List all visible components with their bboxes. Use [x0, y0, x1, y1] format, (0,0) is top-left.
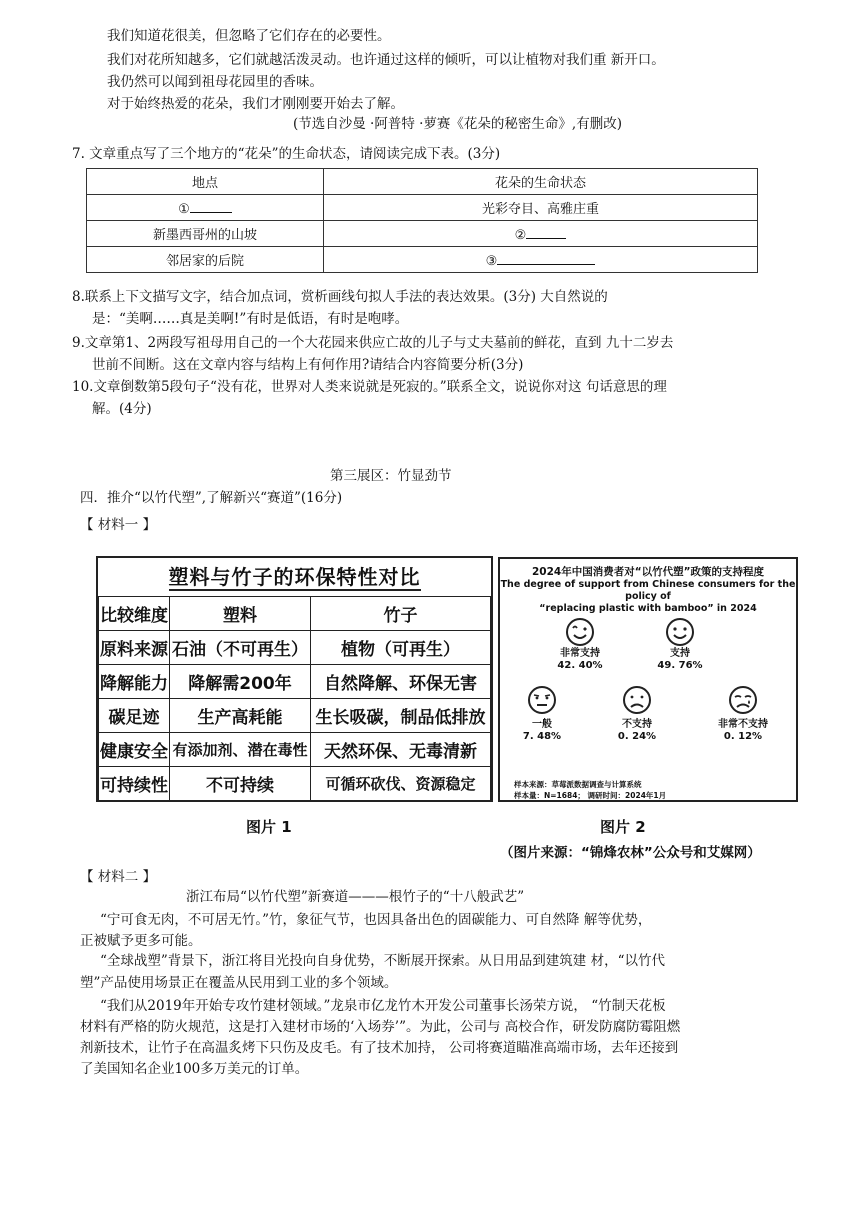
answer-blank-3[interactable]: [497, 250, 595, 265]
figure-1-caption: 图片 1: [246, 818, 292, 836]
table-cell: 生产高耗能: [170, 699, 311, 733]
table-row: [87, 169, 758, 195]
figure-2-title-cn: 2024年中国消费者对“以竹代塑”政策的支持程度: [531, 566, 765, 578]
support-label: 非常支持: [560, 648, 600, 659]
header-cell: 比较维度: [99, 597, 170, 631]
neutral-face-icon: [527, 685, 557, 715]
question-9-line-1: 9.文章第1、2两段写祖母用自己的一个大花园来供应亡故的儿子与丈夫墓前的鲜花，直到 九十二岁去: [72, 335, 674, 351]
table-cell: 石油（不可再生）: [170, 631, 311, 665]
support-value: 49. 76%: [657, 660, 703, 671]
figure-2-caption: 图片 2: [600, 818, 646, 836]
passage-line-1: 我们知道花很美，但忽略了它们存在的必要性。: [107, 28, 391, 44]
table-row: [99, 699, 491, 733]
support-value: 7. 48%: [522, 731, 562, 742]
answer-blank-2[interactable]: [526, 224, 566, 239]
table-cell-state: [324, 247, 758, 273]
blank-marker: ②: [514, 228, 527, 243]
blank-marker: ①: [178, 202, 190, 217]
table-row: [99, 665, 491, 699]
question-4-heading: 四．推介“以竹代塑”,了解新兴“赛道”(16分): [80, 490, 343, 506]
figure-1-comparison-table: [96, 556, 493, 802]
support-value: 0. 12%: [723, 731, 763, 742]
header-cell: 竹子: [311, 597, 491, 631]
question-8-line-1: 8.联系上下文描写文字，结合加点词，赏析画线句拟人手法的表达效果。(3分) 大自然说的: [72, 289, 608, 305]
table-row: [87, 195, 758, 221]
figure-2-sample-source: 样本来源：草莓派数据调查与计算系统: [514, 780, 642, 789]
question-8-line-2: 是：“美啊……真是美啊!”有时是低语，有时是咆哮。: [92, 311, 409, 327]
table-cell-place: 邻居家的后院: [87, 247, 324, 273]
table-row: [99, 631, 491, 665]
table-cell: 可持续性: [99, 767, 170, 801]
question-10-line-2: 解。(4分): [92, 401, 152, 417]
table-row: [99, 597, 491, 631]
table-cell: 自然降解、环保无害: [311, 665, 491, 699]
table-header-place: 地点: [87, 169, 324, 195]
passage-line-2: 我们对花所知越多，它们就越活泼灵动。也许通过这样的倾听，可以让植物对我们重 新开口。: [107, 52, 665, 68]
material-1-label: 【 材料一 】: [80, 517, 157, 533]
passage-line-4: 对于始终热爱的花朵，我们才刚刚要开始去了解。: [107, 96, 404, 112]
figure-1-title: 塑料与竹子的环保特性对比: [168, 565, 421, 589]
material-2-p2-line-1: “全球战塑”背景下，浙江将目光投向自身优势，不断展开探索。从日用品到建筑建 材，“以竹代: [100, 953, 665, 969]
header-cell: 塑料: [170, 597, 311, 631]
table-cell: 健康安全: [99, 733, 170, 767]
blank-marker: ③: [485, 254, 498, 269]
table-cell: 碳足迹: [99, 699, 170, 733]
support-value: 0. 24%: [617, 731, 657, 742]
table-cell: 降解需200年: [170, 665, 311, 699]
question-7: 7. 文章重点写了三个地方的“花朵”的生命状态，请阅读完成下表。(3分): [72, 146, 501, 162]
table-cell-place: 新墨西哥州的山坡: [87, 221, 324, 247]
material-2-title: 浙江布局“以竹代塑”新赛道———根竹子的“十八般武艺”: [186, 889, 525, 905]
figure-credit: （图片来源：“锦烽农林”公众号和艾媒网）: [500, 845, 761, 861]
table-cell: 生长吸碳，制品低排放: [311, 699, 491, 733]
table-row: [99, 767, 491, 801]
support-value: 42. 40%: [557, 660, 603, 671]
answer-blank-1[interactable]: [190, 198, 232, 213]
table-cell: 有添加剂、潜在毒性: [170, 733, 311, 767]
table-cell: 植物（可再生）: [311, 631, 491, 665]
figure-2-sample-size: 样本量：N=1684； 调研时间：2024年1月: [514, 791, 667, 800]
support-label: 不支持: [622, 719, 652, 730]
material-2-p1-line-1: “宁可食无肉，不可居无竹。”竹，象征气节，也因具备出色的固碳能力、可自然降 解等优势，: [100, 912, 652, 928]
table-row: [87, 221, 758, 247]
sad-face-icon: [622, 685, 652, 715]
table-header-state: 花朵的生命状态: [324, 169, 758, 195]
crying-face-icon: [728, 685, 758, 715]
figure-2-title-en-line-2: “replacing plastic with bamboo” in 2024: [539, 603, 757, 614]
table-cell: 不可持续: [170, 767, 311, 801]
material-2-p3-line-3: 剂新技术，让竹子在高温炙烤下只伤及皮毛。有了技术加持， 公司将赛道瞄准高端市场，去年还接到: [80, 1040, 679, 1056]
material-2-p3-line-2: 材料有严格的防火规范，这是打入建材市场的‘入场券’”。为此，公司与 高校合作，研发防腐防霉阻燃: [80, 1019, 681, 1035]
figure-2-title-en-line-1: The degree of support from Chinese consumers for the policy of: [500, 579, 796, 602]
smile-face-icon: [665, 617, 695, 647]
material-2-p3-line-1: “我们从2019年开始专攻竹建材领域。”龙泉市亿龙竹木开发公司董事长汤荣方说， “竹制天花板: [100, 998, 666, 1014]
table-row: [99, 733, 491, 767]
table-cell: 原料来源: [99, 631, 170, 665]
support-label: 非常不支持: [718, 719, 768, 730]
table-cell: 天然环保、无毒清新: [311, 733, 491, 767]
support-label: 一般: [532, 719, 552, 730]
table-cell: 可循环砍伐、资源稳定: [311, 767, 491, 801]
table-cell-state: 光彩夺目、高雅庄重: [324, 195, 758, 221]
material-2-label: 【 材料二 】: [80, 869, 157, 885]
material-2-p2-line-2: 塑”产品使用场景正在覆盖从民用到工业的多个领域。: [80, 975, 398, 991]
table-cell: 降解能力: [99, 665, 170, 699]
love-face-icon: [565, 617, 595, 647]
q7-table: [86, 168, 758, 273]
passage-line-3: 我仍然可以闻到祖母花园里的香味。: [107, 74, 323, 90]
material-2-p3-line-4: 了美国知名企业100多万美元的订单。: [80, 1061, 309, 1077]
material-2-p1-line-2: 正被赋予更多可能。: [80, 933, 202, 949]
passage-source: (节选自沙曼 ·阿普特 ·萝赛《花朵的秘密生命》,有删改): [293, 116, 622, 132]
question-9-line-2: 世前不间断。这在文章内容与结构上有何作用?请结合内容简要分析(3分): [92, 357, 524, 373]
question-10-line-1: 10.文章倒数第5段句子“没有花，世界对人类来说就是死寂的。”联系全文，说说你对这 句话意思的理: [72, 379, 667, 395]
figure-2-support-survey: [498, 557, 798, 802]
table-cell-place: [87, 195, 324, 221]
table-cell-state: [324, 221, 758, 247]
figure-2-title-en: [500, 579, 796, 615]
section-title: 第三展区：竹显劲节: [330, 468, 452, 484]
table-row: [87, 247, 758, 273]
support-label: 支持: [670, 648, 690, 659]
